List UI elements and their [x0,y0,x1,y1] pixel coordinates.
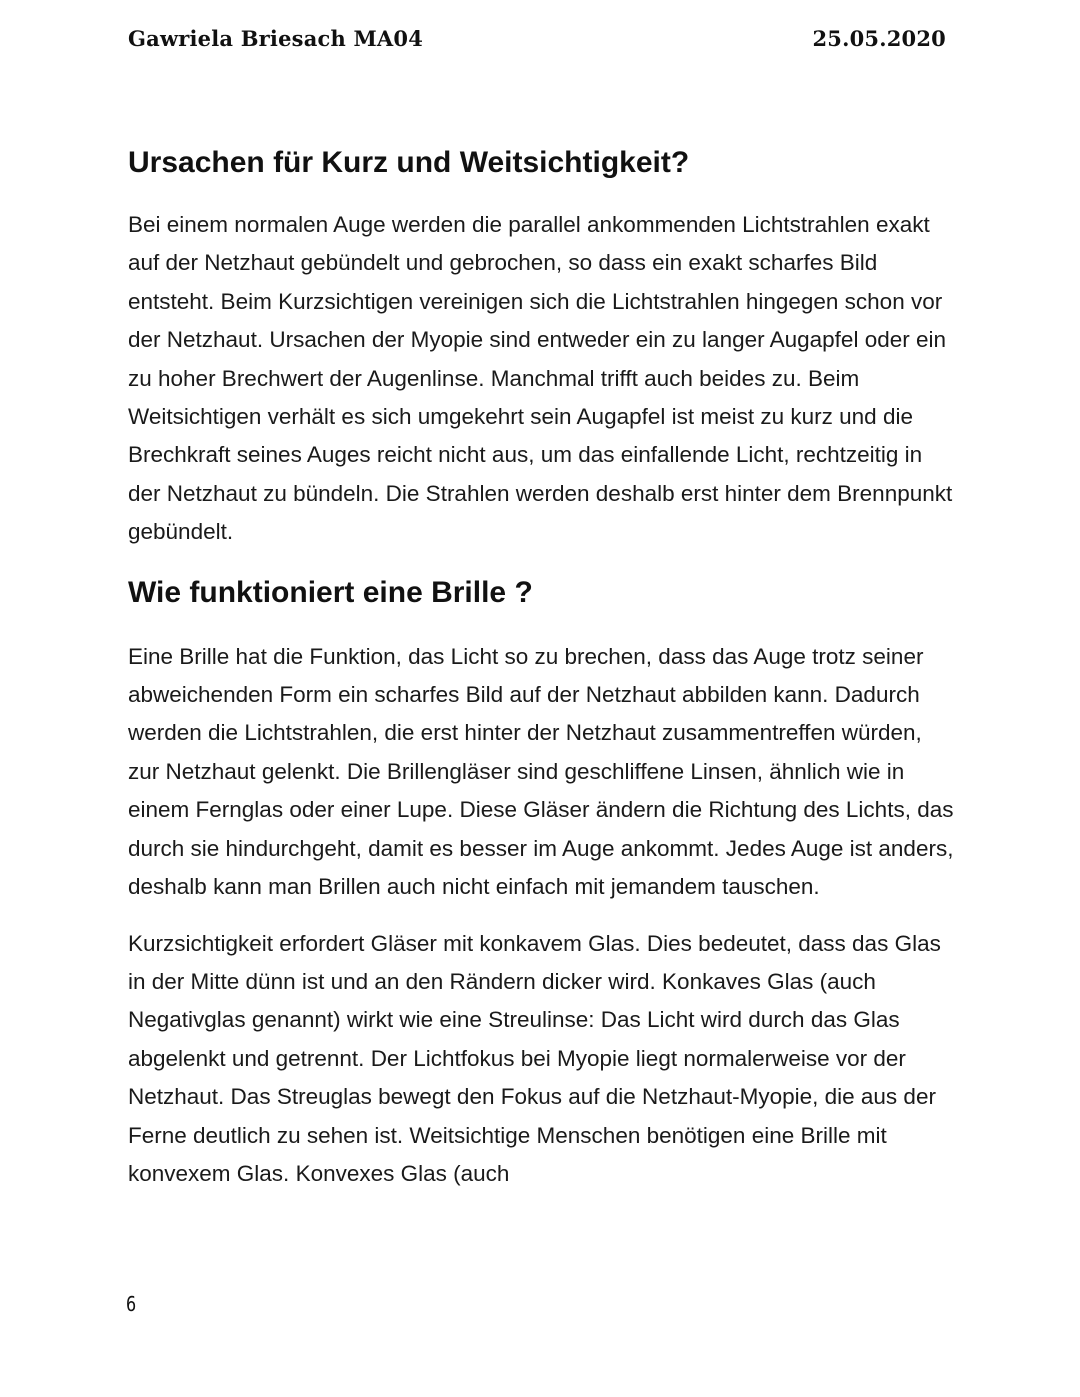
page-header [128,26,946,51]
page-number: 6 [126,1292,137,1316]
section-heading-causes: Ursachen für Kurz und Weitsichtigkeit? [128,146,690,179]
page-content [128,140,958,1193]
header-date: 25.05.2020 [812,26,946,51]
paragraph-glasses-function: Eine Brille hat die Funktion, das Licht so zu brechen, dass das Auge trotz seiner abweichenden Form ein scharfes Bild auf der Netzhaut abbilden kann. Dadurch werden die Lichtstrahlen, die erst hinter der Netzhaut zusammentreffen würden, zur Netzhaut gelenkt. Die Brillengläser sind geschliffene Linsen, ähnlich wie in einem Fernglas oder einer Lupe. Diese Gläser ändern die Richtung des Lichts, das durch sie hindurchgeht, damit es besser im Auge ankommt. Jedes Auge ist anders, deshalb kann man Brillen auch nicht einfach mit jemandem tauschen. [128,643,954,900]
header-author: Gawriela Briesach MA04 [128,26,424,51]
section-heading-glasses: Wie funktioniert eine Brille ? [128,575,533,609]
paragraph-causes: Bei einem normalen Auge werden die parallel ankommenden Lichtstrahlen exakt auf der Netzhaut gebündelt und gebrochen, so dass ein exakt scharfes Bild entsteht. Beim Kurzsichtigen vereinigen sich die Lichtstrahlen hingegen schon vor der Netzhaut. Ursachen der Myopie sind entweder ein zu langer Augapfel oder ein zu hoher Brechwert der Augenlinse. Manchmal trifft auch beides zu. Beim Weitsichtigen verhält es sich umgekehrt sein Augapfel ist meist zu kurz und die Brechkraft seines Auges reicht nicht aus, um das einfallende Licht, rechtzeitig in der Netzhaut zu bündeln. Die Strahlen werden deshalb erst hinter dem Brennpunkt gebündelt. [128,212,953,545]
paragraph-glasses-lenses: Kurzsichtigkeit erfordert Gläser mit konkavem Glas. Dies bedeutet, dass das Glas in der Mitte dünn ist und an den Rändern dicker wird. Konkaves Glas (auch Negativglas genannt) wirkt wie eine Streulinse: Das Licht wird durch das Glas abgelenkt und getrennt. Der Lichtfokus bei Myopie liegt normalerweise vor der Netzhaut. Das Streuglas bewegt den Fokus auf die Netzhaut-Myopie, die aus der Ferne deutlich zu sehen ist. Weitsichtige Menschen benötigen eine Brille mit konvexem Glas. Konvexes Glas (auch [128,930,941,1186]
